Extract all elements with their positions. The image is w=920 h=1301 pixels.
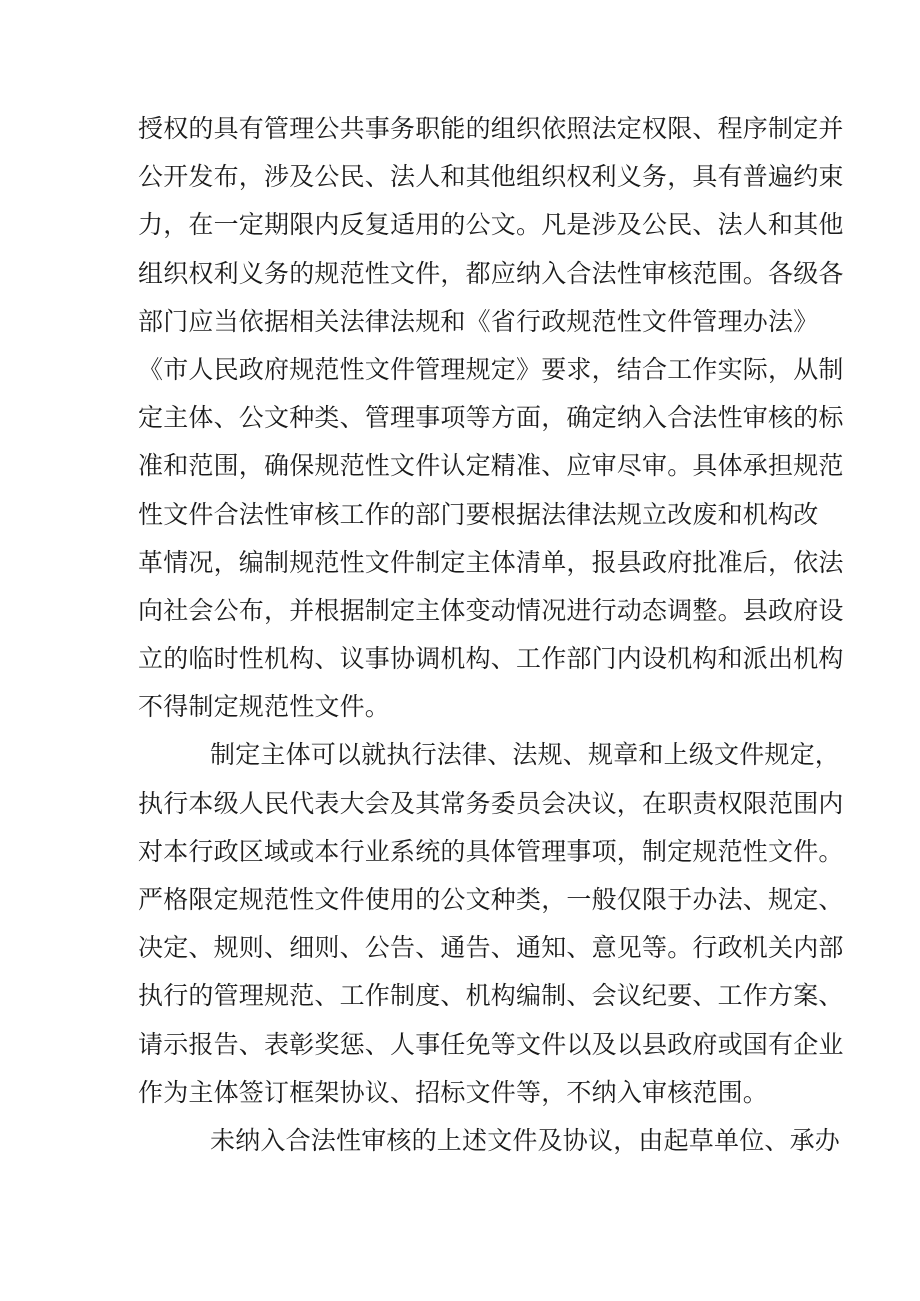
text-line: 决定、规则、细则、公告、通告、通知、意见等。行政机关内部: [138, 933, 844, 963]
text-line: 对本行政区域或本行业系统的具体管理事项，制定规范性文件。: [138, 836, 844, 866]
text-line: 执行本级人民代表大会及其常务委员会决议，在职责权限范围内: [138, 788, 844, 818]
text-line: 不得制定规范性文件。: [138, 692, 391, 722]
text-line: 执行的管理规范、工作制度、机构编制、会议纪要、工作方案、: [138, 981, 844, 1011]
text-line: 定主体、公文种类、管理事项等方面，确定纳入合法性审核的标: [138, 403, 844, 433]
text-line: 组织权利义务的规范性文件，都应纳入合法性审核范围。各级各: [138, 258, 844, 288]
paragraph-start-line: 制定主体可以就执行法律、法规、规章和上级文件规定，: [210, 740, 841, 770]
document-body: [138, 105, 844, 1165]
text-line: 《市人民政府规范性文件管理规定》要求，结合工作实际，从制: [138, 354, 844, 384]
text-line: 公开发布，涉及公民、法人和其他组织权利义务，具有普遍约束: [138, 162, 844, 192]
text-line: 革情况，编制规范性文件制定主体清单，报县政府批准后，依法: [138, 547, 844, 577]
text-line: 准和范围，确保规范性文件认定精准、应审尽审。具体承担规范: [138, 451, 844, 481]
text-line: 严格限定规范性文件使用的公文种类，一般仅限于办法、规定、: [138, 885, 844, 914]
text-line: 立的临时性机构、议事协调机构、工作部门内设机构和派出机构: [138, 644, 844, 674]
text-line: 授权的具有管理公共事务职能的组织依照法定权限、程序制定并: [138, 114, 844, 143]
text-line: 部门应当依据相关法律法规和《省行政规范性文件管理办法》: [138, 306, 819, 336]
text-line: 作为主体签订框架协议、招标文件等，不纳入审核范围。: [138, 1077, 769, 1107]
text-line: 向社会公布，并根据制定主体变动情况进行动态调整。县政府设: [138, 595, 844, 625]
text-line: 力，在一定期限内反复适用的公文。凡是涉及公民、法人和其他: [138, 210, 844, 240]
text-line: 性文件合法性审核工作的部门要根据法律法规立改废和机构改: [138, 499, 819, 529]
text-line: 请示报告、表彰奖惩、人事任免等文件以及以县政府或国有企业: [138, 1029, 844, 1059]
paragraph-start-line: 未纳入合法性审核的上述文件及协议，由起草单位、承办: [210, 1125, 841, 1155]
